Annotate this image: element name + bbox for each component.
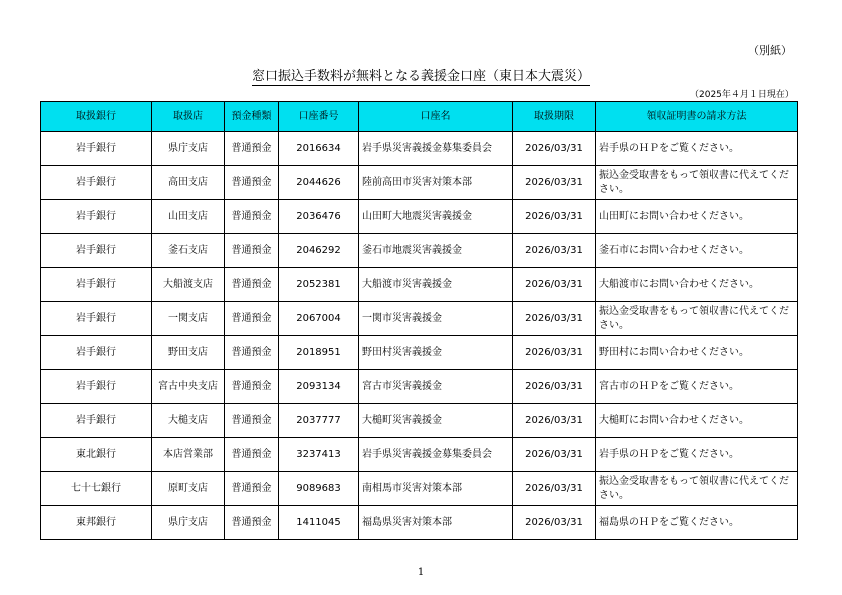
cell-account-name: 岩手県災害義援金募集委員会 <box>359 132 513 166</box>
cell-branch: 本店営業部 <box>152 438 225 472</box>
cell-branch: 一関支店 <box>152 302 225 336</box>
header-deposit-type: 預金種類 <box>225 102 279 132</box>
table-row <box>41 438 798 472</box>
cell-receipt-method: 釜石市にお問い合わせください。 <box>596 234 798 268</box>
cell-account-name: 釜石市地震災害義援金 <box>359 234 513 268</box>
cell-deadline: 2026/03/31 <box>513 234 596 268</box>
cell-deposit-type: 普通預金 <box>225 200 279 234</box>
header-account-number: 口座番号 <box>279 102 359 132</box>
table-header-row <box>41 102 798 132</box>
annex-label: （別紙） <box>748 44 792 57</box>
table-row <box>41 370 798 404</box>
cell-receipt-method: 野田村にお問い合わせください。 <box>596 336 798 370</box>
header-branch: 取扱店 <box>152 102 225 132</box>
cell-account-name: 陸前高田市災害対策本部 <box>359 166 513 200</box>
cell-receipt-method: 岩手県のＨＰをご覧ください。 <box>596 132 798 166</box>
cell-deposit-type: 普通預金 <box>225 336 279 370</box>
cell-bank: 岩手銀行 <box>41 268 152 302</box>
document-title <box>0 65 842 84</box>
cell-deposit-type: 普通預金 <box>225 268 279 302</box>
cell-receipt-method: 大船渡市にお問い合わせください。 <box>596 268 798 302</box>
cell-bank: 岩手銀行 <box>41 302 152 336</box>
cell-branch: 県庁支店 <box>152 506 225 540</box>
cell-branch: 宮古中央支店 <box>152 370 225 404</box>
cell-deadline: 2026/03/31 <box>513 472 596 506</box>
cell-account-name: 大船渡市災害義援金 <box>359 268 513 302</box>
cell-receipt-method: 振込金受取書をもって領収書に代えてください。 <box>596 302 798 336</box>
header-bank: 取扱銀行 <box>41 102 152 132</box>
cell-account-name: 野田村災害義援金 <box>359 336 513 370</box>
cell-deadline: 2026/03/31 <box>513 506 596 540</box>
cell-deadline: 2026/03/31 <box>513 166 596 200</box>
header-deadline: 取扱期限 <box>513 102 596 132</box>
cell-deposit-type: 普通預金 <box>225 370 279 404</box>
cell-account-name: 福島県災害対策本部 <box>359 506 513 540</box>
cell-deposit-type: 普通預金 <box>225 438 279 472</box>
cell-receipt-method: 振込金受取書をもって領収書に代えてください。 <box>596 472 798 506</box>
cell-branch: 原町支店 <box>152 472 225 506</box>
cell-account-number: 1411045 <box>279 506 359 540</box>
cell-account-number: 2044626 <box>279 166 359 200</box>
cell-account-number: 2046292 <box>279 234 359 268</box>
cell-branch: 野田支店 <box>152 336 225 370</box>
page-number: 1 <box>417 567 425 578</box>
cell-branch: 大船渡支店 <box>152 268 225 302</box>
table-row <box>41 268 798 302</box>
cell-branch: 高田支店 <box>152 166 225 200</box>
cell-deposit-type: 普通預金 <box>225 404 279 438</box>
table-row <box>41 166 798 200</box>
cell-deposit-type: 普通預金 <box>225 506 279 540</box>
cell-deadline: 2026/03/31 <box>513 268 596 302</box>
cell-branch: 山田支店 <box>152 200 225 234</box>
cell-account-number: 2018951 <box>279 336 359 370</box>
table-row <box>41 404 798 438</box>
cell-receipt-method: 福島県のＨＰをご覧ください。 <box>596 506 798 540</box>
cell-account-name: 宮古市災害義援金 <box>359 370 513 404</box>
header-receipt-method: 領収証明書の請求方法 <box>596 102 798 132</box>
table-row <box>41 472 798 506</box>
cell-deposit-type: 普通預金 <box>225 132 279 166</box>
cell-bank: 岩手銀行 <box>41 370 152 404</box>
cell-deadline: 2026/03/31 <box>513 302 596 336</box>
as-of-date: （2025年４月１日現在） <box>690 90 794 100</box>
header-account-name: 口座名 <box>359 102 513 132</box>
cell-receipt-method: 山田町にお問い合わせください。 <box>596 200 798 234</box>
cell-account-number: 2016634 <box>279 132 359 166</box>
cell-account-name: 一関市災害義援金 <box>359 302 513 336</box>
donation-accounts-table <box>40 101 798 540</box>
cell-account-name: 山田町大地震災害義援金 <box>359 200 513 234</box>
cell-account-number: 3237413 <box>279 438 359 472</box>
cell-account-number: 2037777 <box>279 404 359 438</box>
cell-deadline: 2026/03/31 <box>513 132 596 166</box>
cell-bank: 東邦銀行 <box>41 506 152 540</box>
cell-bank: 岩手銀行 <box>41 404 152 438</box>
cell-account-name: 大槌町災害義援金 <box>359 404 513 438</box>
table-row <box>41 506 798 540</box>
table-row <box>41 234 798 268</box>
cell-account-number: 2067004 <box>279 302 359 336</box>
cell-bank: 岩手銀行 <box>41 166 152 200</box>
cell-deposit-type: 普通預金 <box>225 166 279 200</box>
cell-deadline: 2026/03/31 <box>513 200 596 234</box>
cell-deadline: 2026/03/31 <box>513 370 596 404</box>
cell-deadline: 2026/03/31 <box>513 336 596 370</box>
cell-bank: 岩手銀行 <box>41 336 152 370</box>
cell-account-number: 2036476 <box>279 200 359 234</box>
cell-bank: 岩手銀行 <box>41 132 152 166</box>
cell-branch: 釜石支店 <box>152 234 225 268</box>
cell-deposit-type: 普通預金 <box>225 472 279 506</box>
cell-bank: 七十七銀行 <box>41 472 152 506</box>
cell-bank: 東北銀行 <box>41 438 152 472</box>
table-row <box>41 302 798 336</box>
cell-receipt-method: 大槌町にお問い合わせください。 <box>596 404 798 438</box>
table-row <box>41 200 798 234</box>
cell-deposit-type: 普通預金 <box>225 234 279 268</box>
table-row <box>41 336 798 370</box>
cell-receipt-method: 振込金受取書をもって領収書に代えてください。 <box>596 166 798 200</box>
cell-deposit-type: 普通預金 <box>225 302 279 336</box>
cell-bank: 岩手銀行 <box>41 234 152 268</box>
cell-account-number: 2052381 <box>279 268 359 302</box>
document-title-text: 窓口振込手数料が無料となる義援金口座（東日本大震災） <box>251 69 590 84</box>
cell-account-name: 岩手県災害義援金募集委員会 <box>359 438 513 472</box>
cell-receipt-method: 岩手県のＨＰをご覧ください。 <box>596 438 798 472</box>
cell-account-number: 2093134 <box>279 370 359 404</box>
cell-deadline: 2026/03/31 <box>513 438 596 472</box>
cell-deadline: 2026/03/31 <box>513 404 596 438</box>
cell-account-name: 南相馬市災害対策本部 <box>359 472 513 506</box>
cell-receipt-method: 宮古市のＨＰをご覧ください。 <box>596 370 798 404</box>
cell-branch: 大槌支店 <box>152 404 225 438</box>
cell-bank: 岩手銀行 <box>41 200 152 234</box>
cell-branch: 県庁支店 <box>152 132 225 166</box>
table-row <box>41 132 798 166</box>
cell-account-number: 9089683 <box>279 472 359 506</box>
